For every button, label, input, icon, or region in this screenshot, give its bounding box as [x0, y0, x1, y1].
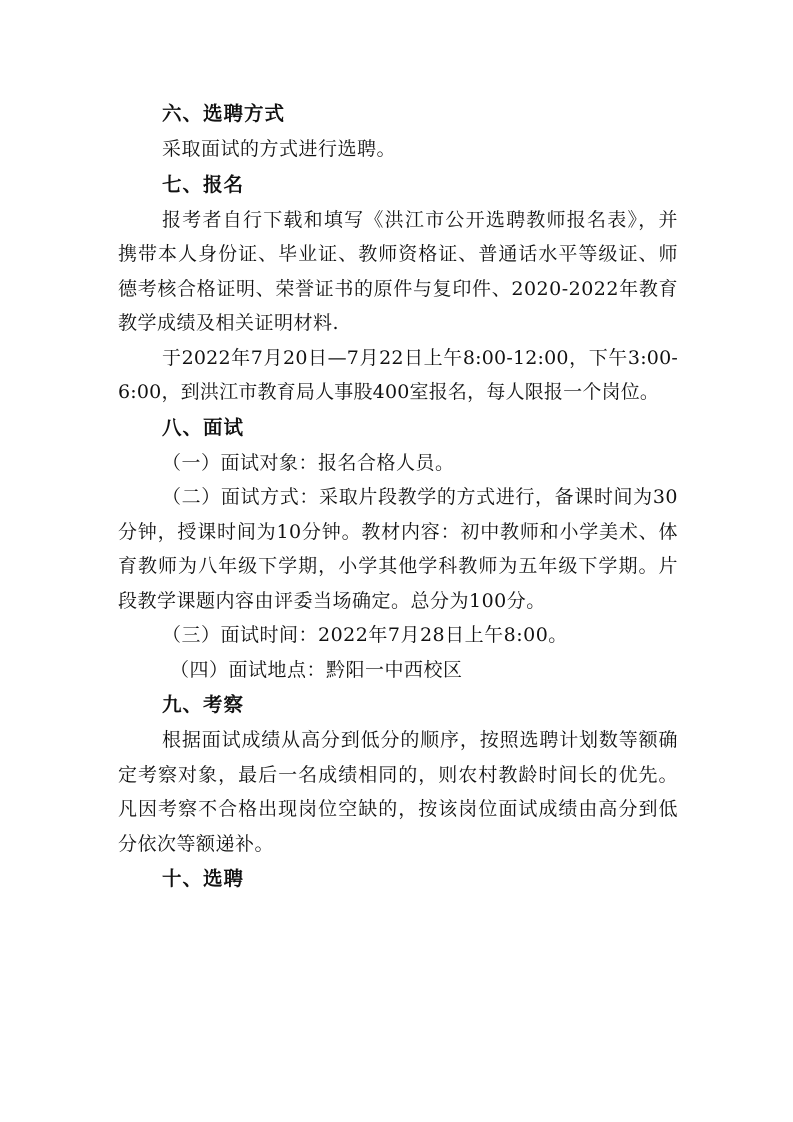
interview-target-item: （一）面试对象：报名合格人员。 [162, 451, 455, 474]
interview-method-item: （二）面试方式：采取片段教学的方式进行，备课时间为30分钟，授课时间为10分钟。教材内容：初中教师和小学美术、体育教师为八年级下学期，小学其他学科教师为五年级下学期。片段教学课题内容由评委当场确定。总分为100分。 [118, 486, 678, 612]
section-heading-inspection: 九、考察 [162, 693, 245, 716]
registration-materials-text: 报考者自行下载和填写《洪江市公开选聘教师报名表》，并携带本人身份证、毕业证、教师资格证、普通话水平等级证、师德考核合格证明、荣誉证书的原件与复印件、2020-2022年教育教学成绩及相关证明材料. [118, 208, 678, 334]
interview-location-item: （四）面试地点：黔阳一中西校区 [170, 658, 463, 681]
document-body [118, 96, 678, 897]
section-heading-appointment: 十、选聘 [162, 867, 245, 890]
section-heading-selection-method: 六、选聘方式 [162, 102, 286, 125]
section-heading-interview: 八、面试 [162, 415, 245, 439]
selection-method-text: 采取面试的方式进行选聘。 [162, 138, 397, 160]
registration-time-place-text: 于2022年7月20日—7月22日上午8:00-12:00，下午3:00-6:00，到洪江市教育局人事股400室报名，每人限报一个岗位。 [118, 346, 678, 403]
section-heading-registration: 七、报名 [162, 172, 245, 196]
inspection-text: 根据面试成绩从高分到低分的顺序，按照选聘计划数等额确定考察对象，最后一名成绩相同的，则农村教龄时间长的优先。凡因考察不合格出现岗位空缺的，按该岗位面试成绩由高分到低分依次等额递补。 [118, 729, 678, 855]
interview-time-item: （三）面试时间：2022年7月28日上午8:00。 [162, 624, 568, 646]
